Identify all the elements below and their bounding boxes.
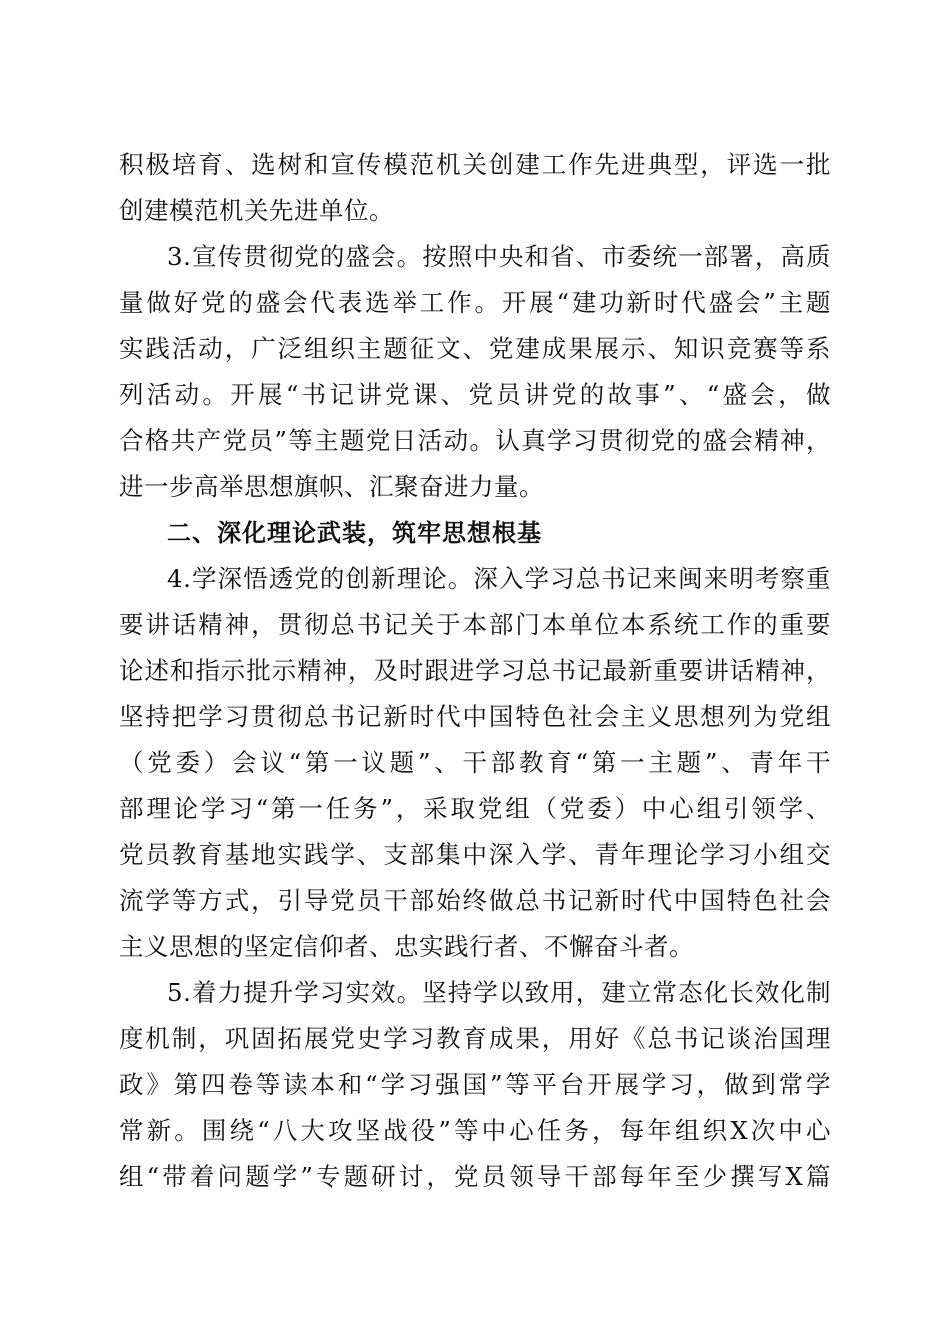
item-5-line-2: 度机制，巩固拓展党史学习教育成果，用好《总书记谈治国理: [119, 1024, 831, 1053]
section-heading-2: 二、深化理论武装，筑牢思想根基: [167, 519, 542, 547]
item-4-line-4: 坚持把学习贯彻总书记新时代中国特色社会主义思想列为党组: [119, 702, 831, 731]
item-4-line-8: 流学等方式，引导党员干部始终做总书记新时代中国特色社会: [119, 886, 831, 915]
item-3-line-1: 3.宣传贯彻党的盛会。按照中央和省、市委统一部署，高质: [167, 242, 831, 271]
item-4-line-3: 论述和指示批示精神，及时跟进学习总书记最新重要讲话精神，: [119, 656, 831, 685]
item-4-line-9: 主义思想的坚定信仰者、忠实践行者、不懈奋斗者。: [119, 932, 694, 961]
item-3-line-3: 实践活动，广泛组织主题征文、党建成果展示、知识竞赛等系: [119, 334, 831, 363]
body-line-1: 积极培育、选树和宣传模范机关创建工作先进典型，评选一批: [119, 150, 831, 179]
item-4-line-6: 部理论学习“第一任务”，采取党组（党委）中心组引领学、: [119, 794, 831, 823]
item-5-line-1: 5.着力提升学习实效。坚持学以致用，建立常态化长效化制: [167, 978, 831, 1007]
item-3-line-4: 列活动。开展“书记讲党课、党员讲党的故事”、“盛会，做: [119, 380, 831, 409]
item-4-line-7: 党员教育基地实践学、支部集中深入学、青年理论学习小组交: [119, 840, 831, 869]
item-4-line-1: 4.学深悟透党的创新理论。深入学习总书记来闽来明考察重: [167, 564, 831, 593]
body-line-2: 创建模范机关先进单位。: [119, 196, 394, 225]
item-5-line-5: 组“带着问题学”专题研讨，党员领导干部每年至少撰写X篇: [119, 1162, 831, 1191]
item-4-line-2: 要讲话精神，贯彻总书记关于本部门本单位本系统工作的重要: [119, 610, 831, 639]
item-3-line-5: 合格共产党员”等主题党日活动。认真学习贯彻党的盛会精神，: [119, 426, 831, 455]
item-4-line-5: （党委）会议“第一议题”、干部教育“第一主题”、青年干: [119, 748, 831, 777]
item-5-line-4: 常新。围绕“八大攻坚战役”等中心任务，每年组织X次中心: [119, 1116, 831, 1145]
item-3-line-6: 进一步高举思想旗帜、汇聚奋进力量。: [119, 472, 544, 501]
item-5-line-3: 政》第四卷等读本和“学习强国”等平台开展学习，做到常学: [119, 1070, 831, 1099]
item-3-line-2: 量做好党的盛会代表选举工作。开展“建功新时代盛会”主题: [119, 288, 831, 317]
